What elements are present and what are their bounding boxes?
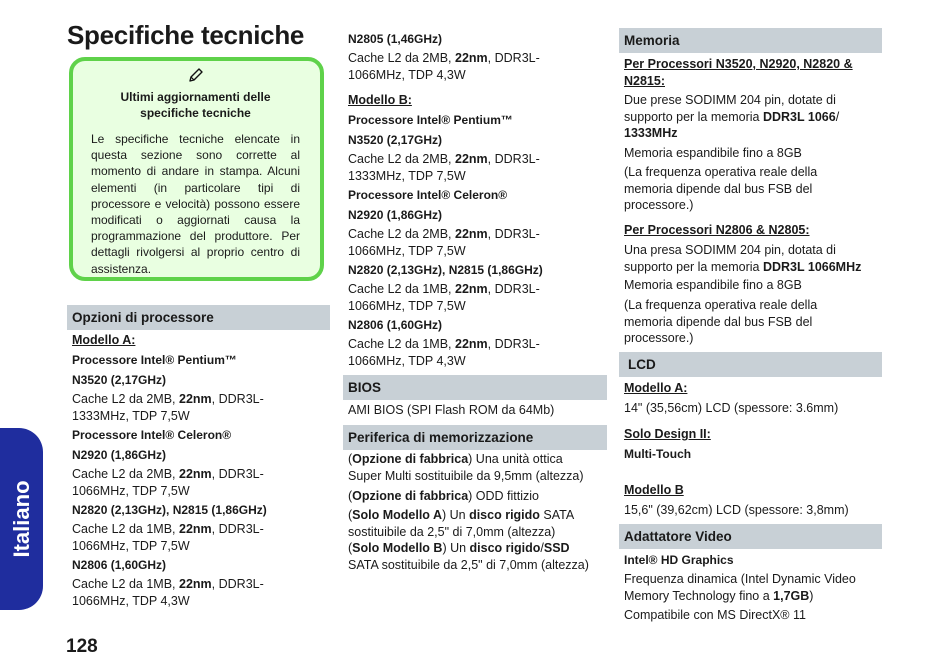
- lcd-model-b-heading: Modello B: [624, 483, 684, 497]
- section-header-storage: Periferica di memorizzazione: [343, 425, 607, 450]
- cpu-n2920-b: N2920 (1,86GHz): [348, 208, 443, 222]
- pencil-icon: [188, 67, 204, 83]
- memory-b-note: (La frequenza operativa reale della memoria dipende dal bus FSB del processore.): [624, 298, 818, 345]
- model-b-heading: Modello B:: [348, 93, 412, 107]
- cpu-n2806: N2806 (1,60GHz): [72, 558, 167, 572]
- cpu-n2806-b-spec: Cache L2 da 1MB, 22nm, DDR3L- 1066MHz, TDP 4,3W: [348, 337, 540, 368]
- model-a-heading: Modello A:: [72, 333, 136, 347]
- cpu-n2820-spec: Cache L2 da 1MB, 22nm, DDR3L- 1066MHz, TDP 7,5W: [72, 522, 264, 553]
- pentium-label: Processore Intel® Pentium™: [72, 353, 237, 367]
- note-body: Le specifiche tecniche elencate in questa sezione sono corrette al momento di andare in stampa. Alcuni elementi (in particolare tipi di processore e velocità) possono essere modificati o aggiornati causa la programmazione del produttore. Per dettagli rivolgersi al proprio centro di assistenza.: [91, 132, 300, 276]
- cpu-n2820: N2820 (2,13GHz), N2815 (1,86GHz): [72, 503, 267, 517]
- cpu-n2806-b: N2806 (1,60GHz): [348, 318, 443, 332]
- video-directx: Compatibile con MS DirectX® 11: [624, 608, 806, 622]
- cpu-n2806-spec: Cache L2 da 1MB, 22nm, DDR3L- 1066MHz, TDP 4,3W: [72, 577, 264, 608]
- page-number: 128: [66, 636, 98, 657]
- memory-a-slots: Due prese SODIMM 204 pin, dotate di supporto per la memoria DDR3L 1066/ 1333MHz: [624, 93, 840, 140]
- lcd-design-heading: Solo Design II:: [624, 427, 711, 441]
- section-header-processor: Opzioni di processore: [67, 305, 330, 330]
- celeron-label: Processore Intel® Celeron®: [72, 428, 232, 442]
- page-title: Specifiche tecniche: [67, 20, 305, 50]
- lcd-multitouch: Multi-Touch: [624, 447, 692, 461]
- cpu-n2920-b-spec: Cache L2 da 2MB, 22nm, DDR3L- 1066MHz, TDP 7,5W: [348, 227, 540, 258]
- column-middle: [343, 28, 607, 578]
- cpu-n2805: N2805 (1,46GHz): [348, 32, 443, 46]
- storage-item-odd: (Opzione di fabbrica) Una unità ottica Super Multi sostituibile da 9,5mm (altezza): [348, 452, 584, 483]
- storage-item-hdd-a: (Solo Modello A) Un disco rigido SATA sostituibile da 2,5" di 7,0mm (altezza): [348, 508, 575, 539]
- cpu-n2805-spec: Cache L2 da 2MB, 22nm, DDR3L- 1066MHz, TDP 4,3W: [348, 51, 540, 82]
- video-dvmt: Frequenza dinamica (Intel Dynamic Video Memory Technology fino a 1,7GB): [624, 572, 856, 603]
- memory-b-expandable: Memoria espandibile fino a 8GB: [624, 278, 802, 292]
- cpu-n2820-b: N2820 (2,13GHz), N2815 (1,86GHz): [348, 263, 543, 277]
- cpu-n2820-b-spec: Cache L2 da 1MB, 22nm, DDR3L- 1066MHz, TDP 7,5W: [348, 282, 540, 313]
- bios-text: AMI BIOS (SPI Flash ROM da 64Mb): [348, 403, 555, 417]
- cpu-n3520-b-spec: Cache L2 da 2MB, 22nm, DDR3L- 1333MHz, TDP 7,5W: [348, 152, 540, 183]
- memory-a-note: (La frequenza operativa reale della memoria dipende dal bus FSB del processore.): [624, 165, 818, 212]
- update-note-box: [69, 57, 324, 281]
- section-header-video: Adattatore Video: [619, 524, 882, 549]
- cpu-n2920: N2920 (1,86GHz): [72, 448, 167, 462]
- column-right: [619, 28, 882, 628]
- note-title: Ultimi aggiornamenti delle specifiche tecniche: [120, 90, 271, 120]
- cpu-n3520: N3520 (2,17GHz): [72, 373, 167, 387]
- memory-b-heading: Per Processori N2806 & N2805:: [624, 223, 810, 237]
- section-header-bios: BIOS: [343, 375, 607, 400]
- lcd-model-a-heading: Modello A:: [624, 381, 688, 395]
- language-side-tab: Italiano: [0, 428, 43, 610]
- memory-a-heading: Per Processori N3520, N2920, N2820 & N2815:: [624, 57, 853, 88]
- lcd-model-a-text: 14" (35,56cm) LCD (spessore: 3.6mm): [624, 401, 839, 415]
- storage-item-hdd-b: (Solo Modello B) Un disco rigido/SSD SATA sostituibile da 2,5" di 7,0mm (altezza): [348, 541, 589, 572]
- cpu-n2920-spec: Cache L2 da 2MB, 22nm, DDR3L- 1066MHz, TDP 7,5W: [72, 467, 264, 498]
- cpu-n3520-b: N3520 (2,17GHz): [348, 133, 443, 147]
- video-gpu: Intel® HD Graphics: [624, 553, 734, 567]
- storage-item-dummy-odd: (Opzione di fabbrica) ODD fittizio: [348, 489, 540, 503]
- column-processor: [67, 305, 330, 615]
- memory-b-slots: Una presa SODIMM 204 pin, dotata di supporto per la memoria DDR3L 1066MHz: [624, 243, 862, 274]
- lcd-model-b-text: 15,6" (39,62cm) LCD (spessore: 3,8mm): [624, 503, 849, 517]
- section-header-memory: Memoria: [619, 28, 882, 53]
- pentium-label-b: Processore Intel® Pentium™: [348, 113, 513, 127]
- section-header-lcd: LCD: [619, 352, 882, 377]
- celeron-label-b: Processore Intel® Celeron®: [348, 188, 508, 202]
- memory-a-expandable: Memoria espandibile fino a 8GB: [624, 146, 802, 160]
- cpu-n3520-spec: Cache L2 da 2MB, 22nm, DDR3L- 1333MHz, TDP 7,5W: [72, 392, 264, 423]
